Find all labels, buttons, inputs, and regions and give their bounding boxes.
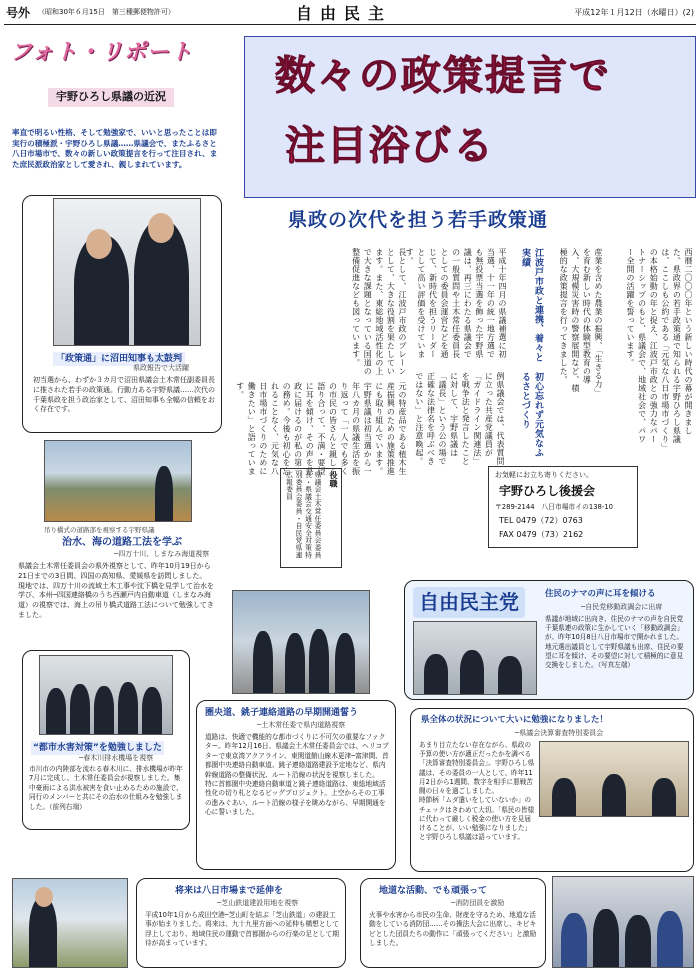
- article-col6: 元の特産品である植木生産振興のための施策推進にも取り組んでいます。宇野県議は初当選から一年八カ月の県議生活を振り返って「一人でも多くの市民の皆さんと親しく語り合って、不満・要望に耳を傾け、その声を県政に届けるのが私の第一の務め。今後も初心を忘れることなく、元気な八日市場市づくりのために働きたい」と語っています。: [235, 382, 407, 476]
- photo4-sub: ─土木常任委で県内道路視察: [257, 721, 346, 729]
- person-figure: [253, 631, 273, 693]
- photo-firefighters: [552, 876, 694, 968]
- fire-title: 地道な活動、でも頑張って: [379, 886, 488, 896]
- person-figure: [46, 688, 66, 734]
- article-col3: 平成十年四月の県議補選に初当選、十一年の統一地方選でも無投票当選を飾った宇野県議は、再三にわたる県議会での一般質問や土木常任委員長としての委員会運営などを通じて、新時代を担うリーダーとして高い評価を受けています。: [405, 248, 507, 359]
- article-col4: 例県議会では、代表質問に立った共産党議員が「ガイドライン関連法」を戦争法と発言したことに対して、宇野県議は「議長」という公の場で正確な法律名を呼ぶべきではない」と注意喚起。: [414, 372, 505, 466]
- liberal-body: 県議が地域に出向き、住民のナマの声を自民党千葉県連の政策に生かしていく「移動政調会」が、昨年10月8日八日市場市で開かれました。 地元選出議員として宇野県議も出席、住民の要望に耳を傾け、その要望に対して積極的に意見交換をしました。（写真左端）: [545, 615, 684, 670]
- person-figure: [424, 654, 448, 694]
- supporters-address: 〒289-2144 八日市場市イの138-10: [495, 503, 613, 511]
- photo-bridge: [44, 440, 192, 522]
- photo3-body: 市川市の内陸部を流れる春木川に、排水機場が昨年7月に完成し、土木常任委員会が視察しました。集中豪雨による洪水被害を食い止めるための施設で、同行のメンバーと共にその治水の仕組みを勉強しました。（前列右端）: [29, 765, 183, 811]
- person-figure: [285, 633, 305, 693]
- subhead: 県政の次代を担う若手政策通: [288, 209, 549, 231]
- photo-group: [39, 655, 173, 735]
- fire-body: 火事や水害から市民の生命、財産を守るため、地道な活動をしている消防団……その操法大会に出席し、キビキビとした団員たちの動作に「頑張ってください」と激励しました。: [369, 911, 537, 948]
- supporters-box: [488, 466, 638, 548]
- supporters-fax: FAX 0479（73）2162: [499, 530, 584, 539]
- person-head: [86, 229, 112, 259]
- masthead: 自由民主: [296, 4, 393, 23]
- person-figure: [593, 909, 619, 967]
- posts-text: 県議会土木常任委員会委員長・県議会交通安全対策特別委員会委員・自民党県連広報委員: [284, 471, 322, 559]
- supporters-note: お気軽にお立ち寄りください。: [495, 471, 593, 479]
- photo1-title: 「政策通」に沼田知事も太鼓判: [53, 352, 185, 366]
- fire-sub: ─消防団員を激励: [451, 899, 505, 907]
- photo1-sub: 県政報告で大活躍: [133, 364, 189, 372]
- person-figure: [602, 774, 626, 816]
- photo4-title: 圏央道、銚子連絡道路の早期開通誓う: [205, 708, 359, 718]
- person-figure: [561, 913, 587, 967]
- person-figure: [309, 629, 329, 693]
- supporters-name: 宇野ひろし後援会: [499, 484, 596, 498]
- future-box: [136, 878, 346, 968]
- photo1-panel: [22, 195, 222, 433]
- article-col1: 西暦二〇〇〇年という新しい時代の幕が開きました。県政界の若手政策通で知られる宇野ひろし県議は、ここしも公約である「元気な八日市場市づくり」の本格始動の年と捉え、江波戸市政との強力なパートナーシップのもと、県議会で、地域社会で、パワー全開の活躍を誓っています。: [626, 248, 693, 448]
- person-figure: [155, 466, 173, 521]
- article-col2: 産業を含めた農業の振興、「生きる力」を育む新しい時代の体験型教育の導入、大規模災害時の警察展開など、積極的な政策提言を行ってきました。: [559, 248, 603, 397]
- liberal-title: 住民のナマの声に耳を傾ける: [545, 589, 656, 599]
- budget-sub: ─県議会決算審査特別委員会: [515, 729, 604, 737]
- person-figure: [498, 656, 522, 694]
- article-heading1: 江波戸市政と連携、着々と実績: [519, 248, 543, 362]
- photo3-sub: ─春木川排水機場を視察: [79, 754, 154, 762]
- intro-text: 率直で明るい性格、そして勉強家で、いいと思ったことは即実行の積極派・宇野ひろし県議……県議会で、またふるさと八日市場市で、数々の新しい政策提言を行って注目され、また庶民派政治家として愛され、親しまれています。: [12, 128, 218, 169]
- person-figure: [460, 650, 484, 694]
- photo-committee: [539, 741, 689, 817]
- photo2-body: 県議会土木常任委員会の県外視察として、昨年10月19日から21日までの3日間、四国の高知県、愛媛県を訪問しました。 現地では、四万十川の流域土木工事や沈下橋を見学して治水を学び、本州─四国連絡橋のうち西瀬戸内自動車道（しまなみ海道）の視察では、海上の吊り橋式道路工法について勉強してきました。: [18, 562, 214, 619]
- photo-helicopter: [232, 590, 370, 694]
- posts-box: [280, 468, 342, 568]
- article-area: [228, 248, 694, 618]
- liberal-box: [404, 580, 694, 700]
- person-figure: [652, 778, 676, 816]
- person-figure: [29, 897, 57, 967]
- photo2-caption: 吊り橋式の道路部を視察する宇野県議: [44, 526, 155, 534]
- photo2-title: 治水、海の道路工法を学ぶ: [62, 537, 182, 548]
- headline-box: [244, 36, 696, 198]
- photo4-body: 道路は、快適で機能的な都市づくりに不可欠の重要なファクター。昨年12月16日、県議会土木常任委員会では、ヘリコプターで東京湾アクアライン、東関道館山線木更津─富津間、首都圏中央連絡自動車道、銚子連絡道路建設予定地など、県内幹線道路の整備状況、ルート沿線の状況を視察しました。 特に首都圏中央連絡自動車道と銚子連絡道路は、東総地域活性化の切り札となるビッグプロジェクト。上空からその工事の進みぐあい、ルート沿線の様子を眺めながら、早期開通を心に誓いました。: [205, 733, 389, 816]
- liberal-sub: ─自民党移動政調会に出席: [581, 603, 663, 611]
- future-body: 平成10年1月から成田空港─芝山町を結ぶ「芝山鉄道」の建設工事が始まりました。将来は、九十九里方面への延伸も構想として浮上しており、地域住民の運動で首都圏からの行楽の足として期待が高まっています。: [145, 911, 339, 948]
- person-head: [35, 887, 53, 907]
- budget-body: あまり目立たない存在ながら、県政の予算の使い方が適正だったかを調べる「決算審査特別委員会」。宇野ひろし県議は、その委員の一人として、昨年11月2日から1週間、数字を相手に悪戦苦闘の日々を過ごしました。 時節柄「ムダ遣いをしていないか」のチェックはきわめて大切。「県民の皆様に代わって厳しく税金の使い方を見届けることが、いい勉強になりました」と宇野ひろし県議は語っています。: [419, 741, 535, 842]
- photo-governor: [53, 198, 201, 346]
- photo-railway: [12, 878, 128, 968]
- posts-label: 役職: [329, 471, 338, 488]
- permit-text: （昭和30年６月15日 第三種郵便物許可）: [38, 8, 175, 16]
- future-title: 将来は八日市場まで延伸を: [175, 886, 284, 896]
- photo3-title: “都市水害対策”を勉強しました: [31, 741, 164, 755]
- person-figure: [657, 911, 683, 967]
- photo-meeting: [413, 621, 537, 695]
- person-head: [148, 213, 174, 243]
- person-figure: [70, 684, 90, 734]
- article-col5: 長として、江波戸市政のブレーンとして、大きな役割を果たしています。また、東総地域活性化の上で大きな課題となっている国道の整備促進なども図っています。: [351, 248, 407, 376]
- banner-title: フォト・リポート: [10, 40, 193, 65]
- headline-line1: 数々の政策提言で: [275, 53, 611, 99]
- person-figure: [625, 915, 651, 967]
- banner-subtitle: 宇野ひろし県議の近況: [48, 88, 174, 107]
- photo2-section: [14, 440, 222, 638]
- person-figure: [94, 686, 114, 734]
- photo3-panel: [22, 650, 190, 830]
- budget-title: 県全体の状況について大いに勉強になりました！: [421, 715, 608, 725]
- person-figure: [552, 778, 576, 816]
- headline-line2: 注目浴びる: [285, 123, 495, 169]
- article-heading2: 初心忘れず元気なふるさとづくり: [519, 372, 543, 458]
- budget-box: [410, 708, 694, 872]
- fire-box: [360, 878, 546, 968]
- photo2-sub: ─四万十川、しまなみ海道視察: [114, 550, 210, 558]
- person-figure: [142, 687, 162, 734]
- photo-report-banner: [10, 38, 220, 118]
- issue-label: 号外: [6, 6, 31, 20]
- photo1-body: 初当選から、わずか３カ月で沼田県議会土木常任副委員長に推された若手の政策通。行動力ある宇野県議……次代の千葉県政を担う政治家として、沼田知事も全幅の信頼をおく存在です。: [33, 376, 215, 414]
- person-figure: [118, 682, 138, 734]
- date-page: 平成12年１月12日（水曜日）(2): [574, 8, 694, 17]
- person-figure: [335, 633, 355, 693]
- page-header: [4, 3, 696, 25]
- photo4-panel: [196, 700, 396, 870]
- party-logo: 自由民主党: [413, 587, 525, 618]
- future-sub: ─芝山鉄道建設用地を視察: [217, 899, 299, 907]
- supporters-tel: TEL 0479（72）0763: [499, 516, 583, 525]
